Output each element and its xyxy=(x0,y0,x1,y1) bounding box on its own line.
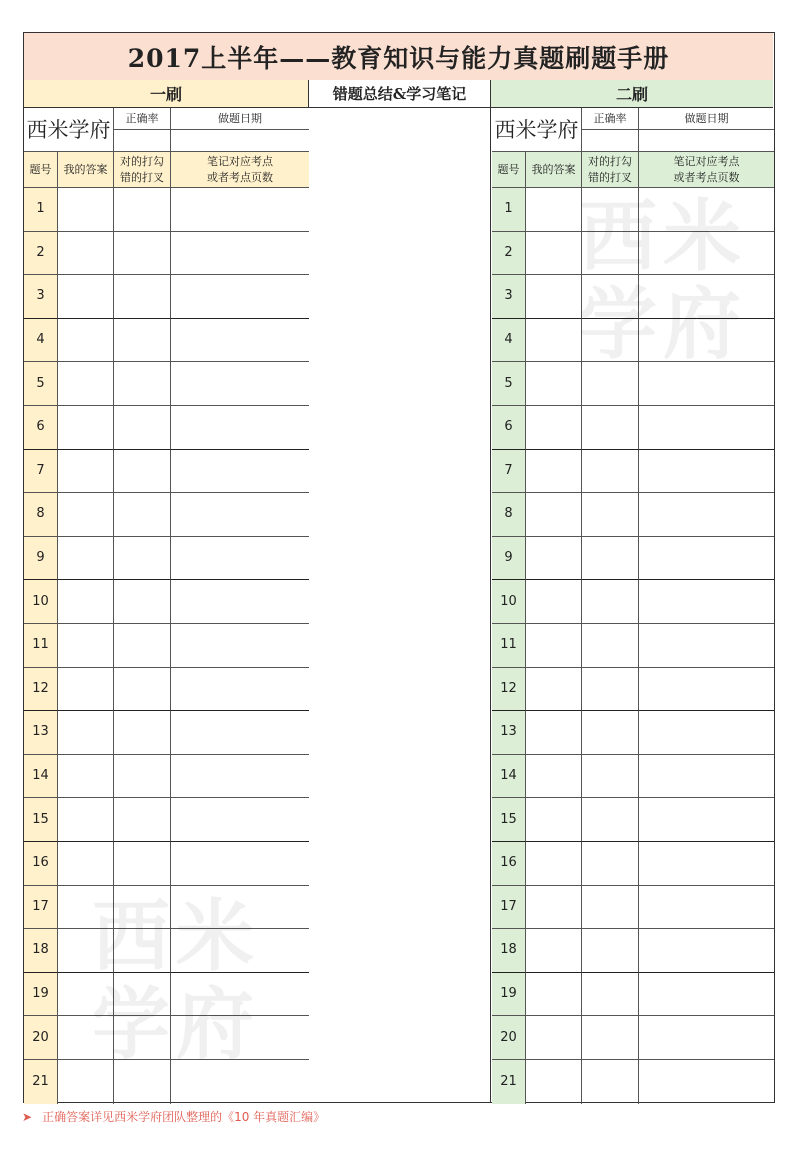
mark-cell[interactable] xyxy=(114,668,171,712)
note-cell[interactable] xyxy=(171,493,309,537)
col-header-mark xyxy=(114,152,171,188)
mark-cell[interactable] xyxy=(582,798,639,842)
mark-cell[interactable] xyxy=(582,624,639,668)
my-answer-cell[interactable] xyxy=(526,188,582,232)
question-number: 10 xyxy=(492,580,526,624)
note-cell[interactable] xyxy=(171,319,309,363)
my-answer-cell[interactable] xyxy=(58,798,114,842)
note-cell[interactable] xyxy=(171,580,309,624)
my-answer-cell[interactable] xyxy=(526,406,582,450)
mark-line1: 对的打勾 xyxy=(588,154,632,168)
my-answer-cell[interactable] xyxy=(58,275,114,319)
watermark-line1: 西米 xyxy=(579,192,748,282)
mark-cell[interactable] xyxy=(114,450,171,494)
note-cell[interactable] xyxy=(639,580,774,624)
question-number: 8 xyxy=(24,493,58,537)
mark-line2: 错的打叉 xyxy=(588,170,632,184)
mark-cell[interactable] xyxy=(582,973,639,1017)
date-label: 做题日期 xyxy=(639,108,774,130)
note-cell[interactable] xyxy=(171,362,309,406)
question-number: 2 xyxy=(24,232,58,276)
watermark-line2: 学府 xyxy=(579,280,748,370)
watermark-line2: 学府 xyxy=(92,980,261,1070)
question-number: 2 xyxy=(492,232,526,276)
question-number: 15 xyxy=(24,798,58,842)
my-answer-cell[interactable] xyxy=(58,319,114,363)
question-number: 7 xyxy=(24,450,58,494)
note-cell[interactable] xyxy=(171,668,309,712)
my-answer-cell[interactable] xyxy=(526,624,582,668)
logo: 西米学府 xyxy=(492,108,582,152)
question-number: 18 xyxy=(492,929,526,973)
note-cell[interactable] xyxy=(639,1060,774,1104)
my-answer-cell[interactable] xyxy=(526,275,582,319)
my-answer-cell[interactable] xyxy=(526,1016,582,1060)
question-number: 1 xyxy=(24,188,58,232)
note-cell[interactable] xyxy=(639,406,774,450)
question-number: 20 xyxy=(492,1016,526,1060)
note-cell[interactable] xyxy=(639,537,774,581)
my-answer-cell[interactable] xyxy=(526,798,582,842)
my-answer-cell[interactable] xyxy=(58,188,114,232)
mark-cell[interactable] xyxy=(582,711,639,755)
note-cell[interactable] xyxy=(639,973,774,1017)
question-number: 4 xyxy=(492,319,526,363)
mark-cell[interactable] xyxy=(114,319,171,363)
my-answer-cell[interactable] xyxy=(526,450,582,494)
question-number: 8 xyxy=(492,493,526,537)
mark-cell[interactable] xyxy=(114,842,171,886)
footer-text: 正确答案详见西米学府团队整理的《10 年真题汇编》 xyxy=(42,1110,326,1124)
question-number: 20 xyxy=(24,1016,58,1060)
mark-cell[interactable] xyxy=(114,755,171,799)
mark-cell[interactable] xyxy=(582,1016,639,1060)
note-cell[interactable] xyxy=(171,406,309,450)
mark-cell[interactable] xyxy=(114,711,171,755)
note-cell[interactable] xyxy=(639,798,774,842)
footer-note xyxy=(22,1108,325,1125)
my-answer-cell[interactable] xyxy=(526,362,582,406)
question-number: 12 xyxy=(24,668,58,712)
mark-cell[interactable] xyxy=(114,493,171,537)
accuracy-label: 正确率 xyxy=(582,108,639,130)
my-answer-cell[interactable] xyxy=(526,711,582,755)
arrow-icon: ➤ xyxy=(22,1110,33,1124)
note-line2: 或者考点页数 xyxy=(207,170,273,184)
accuracy-label: 正确率 xyxy=(114,108,171,130)
question-number: 11 xyxy=(492,624,526,668)
mark-cell[interactable] xyxy=(114,406,171,450)
first-pass-header: 一刷 xyxy=(24,80,309,108)
my-answer-cell[interactable] xyxy=(526,580,582,624)
date-label: 做题日期 xyxy=(171,108,309,130)
my-answer-cell[interactable] xyxy=(526,493,582,537)
my-answer-cell[interactable] xyxy=(526,232,582,276)
mark-cell[interactable] xyxy=(114,232,171,276)
question-number: 6 xyxy=(24,406,58,450)
note-cell[interactable] xyxy=(639,886,774,930)
note-cell[interactable] xyxy=(171,232,309,276)
mark-cell[interactable] xyxy=(582,537,639,581)
col-header-q-no: 题号 xyxy=(492,152,526,188)
col-header-q-no: 题号 xyxy=(24,152,58,188)
note-cell[interactable] xyxy=(171,188,309,232)
note-cell[interactable] xyxy=(171,842,309,886)
my-answer-cell[interactable] xyxy=(58,450,114,494)
note-cell[interactable] xyxy=(639,450,774,494)
question-number: 16 xyxy=(24,842,58,886)
col-header-notes xyxy=(639,152,774,188)
accuracy-value[interactable] xyxy=(114,130,171,152)
note-cell[interactable] xyxy=(639,1016,774,1060)
question-number: 14 xyxy=(492,755,526,799)
mark-cell[interactable] xyxy=(582,929,639,973)
question-number: 19 xyxy=(492,973,526,1017)
note-cell[interactable] xyxy=(639,755,774,799)
col-header-mark xyxy=(582,152,639,188)
note-cell[interactable] xyxy=(639,493,774,537)
notes-column[interactable] xyxy=(309,108,491,1102)
mark-cell[interactable] xyxy=(114,275,171,319)
date-value[interactable] xyxy=(171,130,309,152)
note-cell[interactable] xyxy=(171,624,309,668)
logo: 西米学府 xyxy=(24,108,114,152)
my-answer-cell[interactable] xyxy=(526,668,582,712)
my-answer-cell[interactable] xyxy=(526,886,582,930)
my-answer-cell[interactable] xyxy=(526,537,582,581)
note-cell[interactable] xyxy=(171,755,309,799)
question-number: 18 xyxy=(24,929,58,973)
my-answer-cell[interactable] xyxy=(526,842,582,886)
watermark-bottom-left xyxy=(92,893,260,1069)
mark-cell[interactable] xyxy=(114,537,171,581)
note-line1: 笔记对应考点 xyxy=(207,154,273,168)
mark-cell[interactable] xyxy=(114,362,171,406)
question-number: 14 xyxy=(24,755,58,799)
watermark-line1: 西米 xyxy=(92,892,261,982)
my-answer-cell[interactable] xyxy=(58,537,114,581)
notes-header: 错题总结&学习笔记 xyxy=(309,80,491,108)
question-number: 3 xyxy=(492,275,526,319)
my-answer-cell[interactable] xyxy=(526,755,582,799)
question-number: 11 xyxy=(24,624,58,668)
my-answer-cell[interactable] xyxy=(526,1060,582,1104)
mark-cell[interactable] xyxy=(582,450,639,494)
my-answer-cell[interactable] xyxy=(58,711,114,755)
mark-cell[interactable] xyxy=(582,842,639,886)
note-cell[interactable] xyxy=(639,842,774,886)
my-answer-cell[interactable] xyxy=(58,580,114,624)
my-answer-cell[interactable] xyxy=(526,929,582,973)
question-number: 4 xyxy=(24,319,58,363)
col-header-my-answer: 我的答案 xyxy=(526,152,582,188)
mark-cell[interactable] xyxy=(582,1060,639,1104)
my-answer-cell[interactable] xyxy=(58,668,114,712)
question-number: 12 xyxy=(492,668,526,712)
mark-cell[interactable] xyxy=(114,624,171,668)
second-pass-header: 二刷 xyxy=(491,80,773,108)
answer-sheet xyxy=(23,32,775,1103)
note-cell[interactable] xyxy=(639,668,774,712)
my-answer-cell[interactable] xyxy=(526,973,582,1017)
my-answer-cell[interactable] xyxy=(58,362,114,406)
mark-cell[interactable] xyxy=(114,580,171,624)
my-answer-cell[interactable] xyxy=(58,493,114,537)
mark-cell[interactable] xyxy=(582,406,639,450)
question-number: 5 xyxy=(492,362,526,406)
mark-cell[interactable] xyxy=(114,798,171,842)
question-number: 9 xyxy=(492,537,526,581)
question-number: 6 xyxy=(492,406,526,450)
note-line1: 笔记对应考点 xyxy=(673,154,740,168)
note-cell[interactable] xyxy=(639,711,774,755)
col-header-my-answer: 我的答案 xyxy=(58,152,114,188)
page-title: 2017上半年——教育知识与能力真题刷题手册 xyxy=(24,33,773,81)
my-answer-cell[interactable] xyxy=(58,406,114,450)
question-number: 16 xyxy=(492,842,526,886)
question-number: 19 xyxy=(24,973,58,1017)
my-answer-cell[interactable] xyxy=(58,624,114,668)
mark-cell[interactable] xyxy=(114,188,171,232)
question-number: 13 xyxy=(492,711,526,755)
mark-line1: 对的打勾 xyxy=(120,154,164,168)
question-number: 5 xyxy=(24,362,58,406)
question-number: 7 xyxy=(492,450,526,494)
note-cell[interactable] xyxy=(171,275,309,319)
date-value[interactable] xyxy=(639,130,774,152)
question-number: 3 xyxy=(24,275,58,319)
note-cell[interactable] xyxy=(171,711,309,755)
note-cell[interactable] xyxy=(639,929,774,973)
note-cell[interactable] xyxy=(171,798,309,842)
my-answer-cell[interactable] xyxy=(58,842,114,886)
question-number: 15 xyxy=(492,798,526,842)
my-answer-cell[interactable] xyxy=(526,319,582,363)
question-number: 17 xyxy=(24,886,58,930)
mark-line2: 错的打叉 xyxy=(120,170,164,184)
mark-cell[interactable] xyxy=(582,668,639,712)
question-number: 9 xyxy=(24,537,58,581)
my-answer-cell[interactable] xyxy=(58,232,114,276)
note-cell[interactable] xyxy=(639,624,774,668)
mark-cell[interactable] xyxy=(582,580,639,624)
mark-cell[interactable] xyxy=(582,493,639,537)
my-answer-cell[interactable] xyxy=(58,755,114,799)
question-number: 21 xyxy=(24,1060,58,1104)
mark-cell[interactable] xyxy=(582,755,639,799)
mark-cell[interactable] xyxy=(582,886,639,930)
question-number: 21 xyxy=(492,1060,526,1104)
note-line2: 或者考点页数 xyxy=(673,170,740,184)
note-cell[interactable] xyxy=(171,537,309,581)
watermark-top-right xyxy=(579,193,747,369)
question-number: 13 xyxy=(24,711,58,755)
note-cell[interactable] xyxy=(171,450,309,494)
accuracy-value[interactable] xyxy=(582,130,639,152)
question-number: 17 xyxy=(492,886,526,930)
col-header-notes xyxy=(171,152,309,188)
question-number: 10 xyxy=(24,580,58,624)
question-number: 1 xyxy=(492,188,526,232)
